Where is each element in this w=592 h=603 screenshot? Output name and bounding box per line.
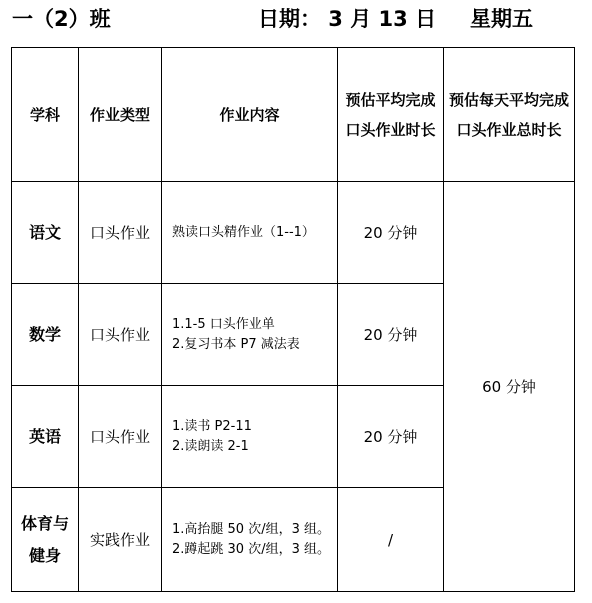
column-header-total-time (444, 48, 575, 182)
time-cell: 20 分钟 (338, 284, 444, 386)
page-header (0, 4, 592, 34)
content-line: 2.复习书本 P7 减法表 (172, 336, 300, 352)
type-cell: 口头作业 (79, 386, 162, 488)
time-cell: 20 分钟 (338, 182, 444, 284)
table-row (12, 182, 575, 284)
subject-cell: 数学 (12, 284, 79, 386)
content-cell (162, 386, 338, 488)
subject-cell (12, 488, 79, 592)
type-cell: 实践作业 (79, 488, 162, 592)
type-cell: 口头作业 (79, 182, 162, 284)
content-line: 熟读口头精作业（1--1） (172, 224, 315, 240)
time-cell: / (338, 488, 444, 592)
weekday-label: 星期五 (470, 7, 533, 31)
content-line: 2.蹲起跳 30 次/组，3 组。 (172, 541, 330, 557)
column-header-avg-time-text: 预估平均完成口头作业时长 (345, 90, 436, 139)
content-line: 2.读朗读 2-1 (172, 438, 249, 454)
class-name: 一（2）班 (12, 7, 111, 31)
table-header-row (12, 48, 575, 182)
column-header-content: 作业内容 (162, 48, 338, 182)
content-cell (162, 284, 338, 386)
time-cell: 20 分钟 (338, 386, 444, 488)
content-line: 1.1-5 口头作业单 (172, 316, 275, 332)
content-cell (162, 488, 338, 592)
column-header-avg-time (338, 48, 444, 182)
content-line: 1.高抬腿 50 次/组，3 组。 (172, 521, 330, 537)
subject-cell: 英语 (12, 386, 79, 488)
content-cell (162, 182, 338, 284)
date-label: 日期： 3 月 13 日 (258, 7, 437, 31)
total-time-cell: 60 分钟 (444, 182, 575, 592)
column-header-total-time-text: 预估每天平均完成口头作业总时长 (448, 90, 569, 139)
subject-cell: 语文 (12, 182, 79, 284)
content-line: 1.读书 P2-11 (172, 418, 252, 434)
subject-text: 体育与健身 (20, 513, 69, 565)
homework-table (11, 47, 575, 592)
column-header-subject: 学科 (12, 48, 79, 182)
column-header-type: 作业类型 (79, 48, 162, 182)
type-cell: 口头作业 (79, 284, 162, 386)
